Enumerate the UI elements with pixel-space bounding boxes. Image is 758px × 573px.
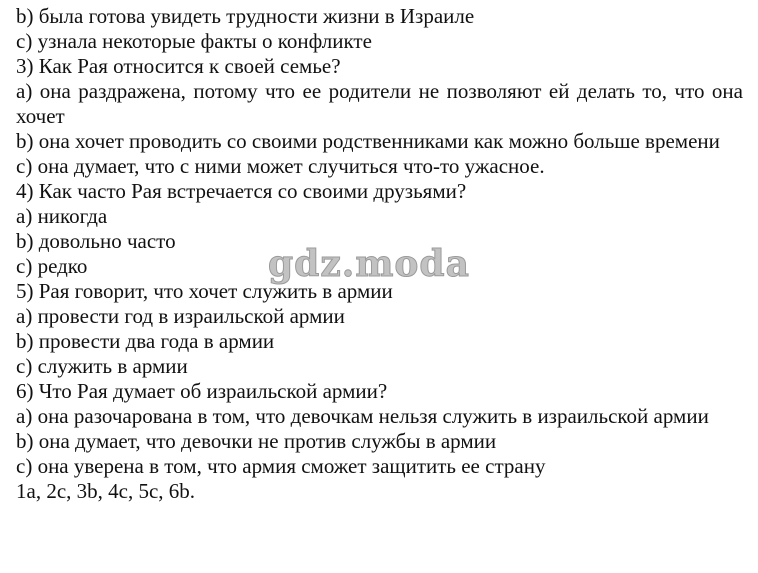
answer-option-6a: a) она разочарована в том, что девочкам нельзя служить в израильской армии: [16, 404, 709, 428]
answer-option-3b: b) она хочет проводить со своими родственниками как можно больше времени: [16, 129, 720, 153]
question-6: 6) Что Рая думает об израильской армии?: [16, 379, 388, 403]
question-5: 5) Рая говорит, что хочет служить в армии: [16, 279, 393, 303]
watermark-logo: gdz.moda: [268, 243, 470, 285]
answer-option-2b: b) была готова увидеть трудности жизни в Израиле: [16, 4, 475, 28]
answer-option-6b: b) она думает, что девочки не против службы в армии: [16, 429, 497, 453]
answer-option-2c: c) узнала некоторые факты о конфликте: [16, 29, 372, 53]
answer-option-5b: b) провести два года в армии: [16, 329, 275, 353]
answer-option-4c: c) редко: [16, 254, 88, 278]
answer-option-6c: c) она уверена в том, что армия сможет защитить ее страну: [16, 454, 546, 478]
question-4: 4) Как часто Рая встречается со своими друзьями?: [16, 179, 467, 203]
answer-option-3a: a) она раздражена, потому что ее родители не позволяют ей делать то, что она хочет: [16, 79, 743, 128]
answer-option-5c: c) служить в армии: [16, 354, 188, 378]
answer-option-4a: a) никогда: [16, 204, 108, 228]
answer-option-4b: b) довольно часто: [16, 229, 176, 253]
answer-option-5a: a) провести год в израильской армии: [16, 304, 345, 328]
answer-option-3c: c) она думает, что с ними может случиться что-то ужасное.: [16, 154, 545, 178]
answer-key: 1a, 2c, 3b, 4c, 5c, 6b.: [16, 479, 196, 503]
question-3: 3) Как Рая относится к своей семье?: [16, 54, 341, 78]
